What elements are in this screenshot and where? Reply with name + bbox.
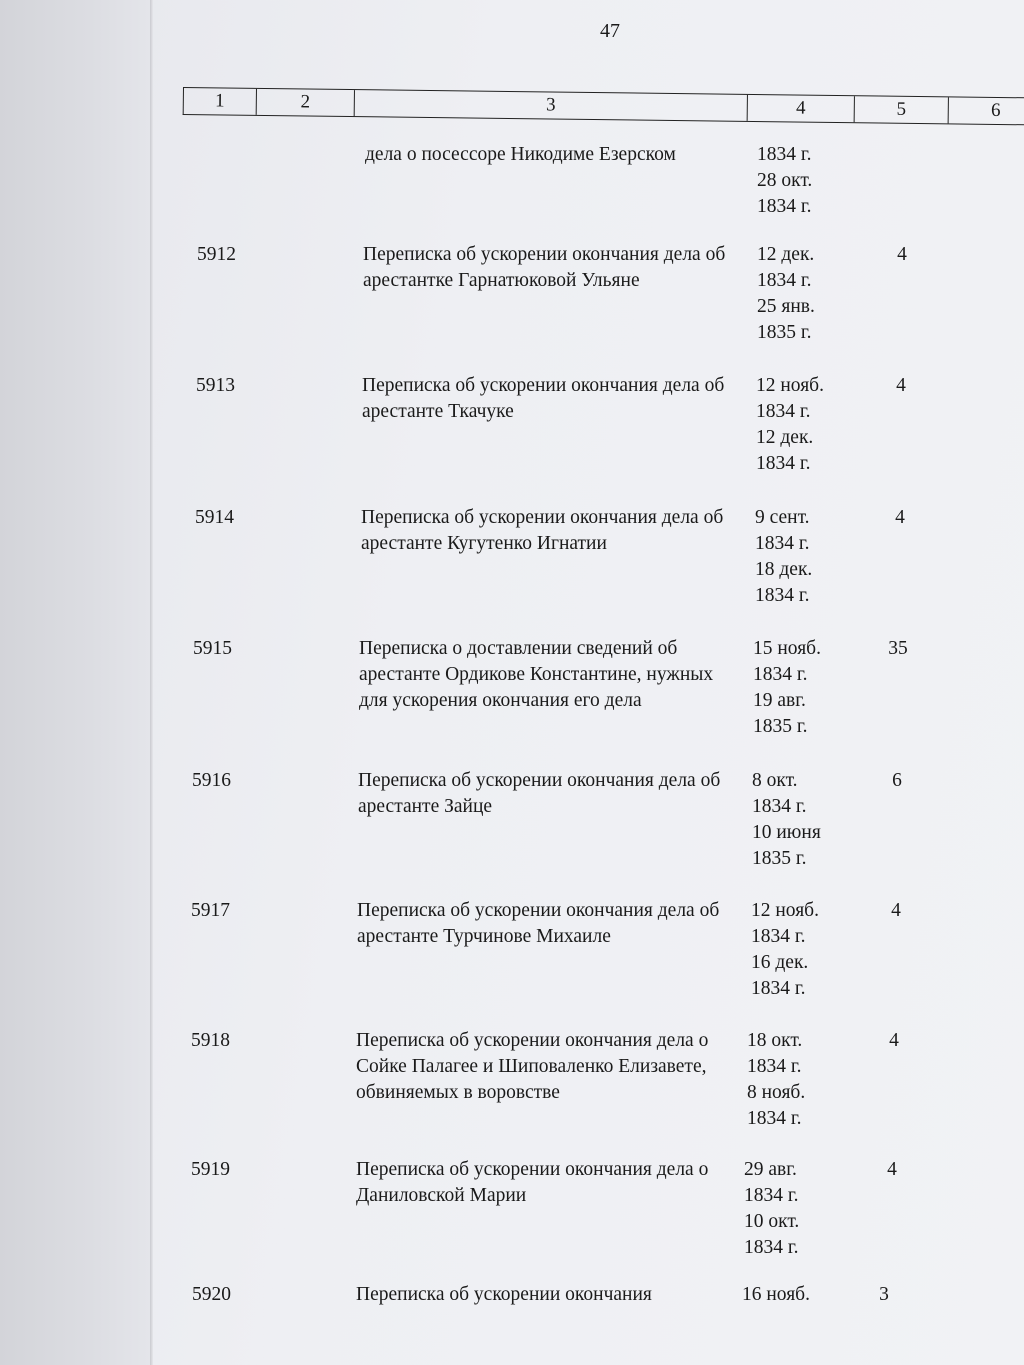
- entry-date: 10 окт.: [744, 1211, 800, 1232]
- entry-date: 1834 г.: [755, 533, 810, 554]
- entry-date: 1835 г.: [753, 716, 808, 737]
- entry-title: Переписка об ускорении окончания дела об арестанте Кугутенко Игнатии: [361, 507, 724, 554]
- entry-date: 1834 г.: [753, 664, 808, 685]
- entry-number: 5919: [191, 1159, 230, 1180]
- entry-number: 5918: [191, 1030, 230, 1051]
- entry-date: 9 сент.: [755, 507, 810, 528]
- column-header-5: 5: [855, 96, 949, 123]
- entry-title: Переписка о доставлении сведений об арестанте Ордикове Константине, нужных для ускорения окончания его дела: [359, 638, 714, 711]
- page-number: 47: [600, 20, 620, 42]
- page-gutter-shadow: [0, 0, 150, 1365]
- entry-dates: [756, 373, 876, 477]
- entry-date: 12 нояб.: [756, 375, 824, 396]
- entry-title: Переписка об ускорении окончания дела о Даниловской Марии: [356, 1159, 709, 1206]
- entry-dates: [751, 898, 871, 1002]
- entry-sheets: 4: [889, 1030, 899, 1051]
- column-header-4: 4: [748, 95, 855, 122]
- entry-dates: [757, 142, 877, 220]
- entry-sheets: 4: [896, 375, 906, 396]
- entry-date: 1834 г.: [757, 196, 812, 217]
- entry-title: Переписка об ускорении окончания дела об арестанте Турчинове Михаиле: [357, 900, 720, 947]
- entry-date: 1834 г.: [751, 978, 806, 999]
- entry-number: 5920: [192, 1284, 231, 1305]
- entry-date: 28 окт.: [757, 170, 813, 191]
- entry-date: 12 дек.: [756, 427, 814, 448]
- column-header-3: 3: [355, 90, 748, 121]
- entry-date: 1834 г.: [757, 270, 812, 291]
- entry-date: 18 окт.: [747, 1030, 803, 1051]
- entry-title: Переписка об ускорении окончания дела об арестантке Гарнатюковой Ульяне: [363, 244, 726, 291]
- entry-title: Переписка об ускорении окончания: [356, 1284, 652, 1305]
- entry-sheets: 4: [887, 1159, 897, 1180]
- entry-number: 5915: [193, 638, 232, 659]
- entry-date: 1834 г.: [757, 144, 812, 165]
- entry-dates: [757, 242, 877, 346]
- entry-number: 5912: [197, 244, 236, 265]
- entry-dates: [747, 1028, 867, 1132]
- entry-date: 1834 г.: [747, 1108, 802, 1129]
- entry-number: 5917: [191, 900, 230, 921]
- entry-title: дела о посессоре Никодиме Езерском: [365, 144, 676, 165]
- entry-date: 12 нояб.: [751, 900, 819, 921]
- entry-sheets: 4: [897, 244, 907, 265]
- entry-sheets: 4: [895, 507, 905, 528]
- entry-date: 18 дек.: [755, 559, 813, 580]
- entry-date: 1835 г.: [752, 848, 807, 869]
- entry-dates: [755, 505, 875, 609]
- entry-number: 5914: [195, 507, 234, 528]
- entry-date: 1834 г.: [744, 1185, 799, 1206]
- entry-date: 1834 г.: [751, 926, 806, 947]
- entry-date: 12 дек.: [757, 244, 815, 265]
- entry-date: 1834 г.: [755, 585, 810, 606]
- entry-number: 5916: [192, 770, 231, 791]
- entry-date: 8 окт.: [752, 770, 798, 791]
- page-fold: [150, 0, 153, 1365]
- entry-title: Переписка об ускорении окончания дела об арестанте Зайце: [358, 770, 721, 817]
- entry-date: 1835 г.: [757, 322, 812, 343]
- entry-date: 25 янв.: [757, 296, 815, 317]
- entry-number: 5913: [196, 375, 235, 396]
- entry-date: 1834 г.: [744, 1237, 799, 1258]
- entry-date: 16 нояб.: [742, 1284, 810, 1305]
- entry-date: 1834 г.: [756, 453, 811, 474]
- entry-sheets: 4: [891, 900, 901, 921]
- entry-date: 15 нояб.: [753, 638, 821, 659]
- entry-dates: [744, 1157, 864, 1261]
- column-header-2: 2: [257, 89, 355, 116]
- entry-sheets: 3: [879, 1284, 889, 1305]
- entry-date: 16 дек.: [751, 952, 809, 973]
- entry-date: 19 авг.: [753, 690, 806, 711]
- entry-dates: [752, 768, 872, 872]
- entry-date: 1834 г.: [747, 1056, 802, 1077]
- entry-date: 29 авг.: [744, 1159, 797, 1180]
- entry-title: Переписка об ускорении окончания дела о Сойке Палагее и Шиповаленко Елизавете, обвиняемых в воровстве: [356, 1030, 709, 1103]
- entry-dates: [742, 1282, 862, 1308]
- column-header-1: 1: [184, 88, 257, 115]
- entry-date: 8 нояб.: [747, 1082, 806, 1103]
- entry-dates: [753, 636, 873, 740]
- entry-date: 1834 г.: [752, 796, 807, 817]
- entry-title: Переписка об ускорении окончания дела об арестанте Ткачуке: [362, 375, 725, 422]
- column-header-row: [183, 87, 1024, 126]
- entry-date: 10 июня: [752, 822, 821, 843]
- column-header-6: 6: [949, 97, 1024, 124]
- entry-date: 1834 г.: [756, 401, 811, 422]
- entry-sheets: 35: [888, 638, 908, 659]
- entry-sheets: 6: [892, 770, 902, 791]
